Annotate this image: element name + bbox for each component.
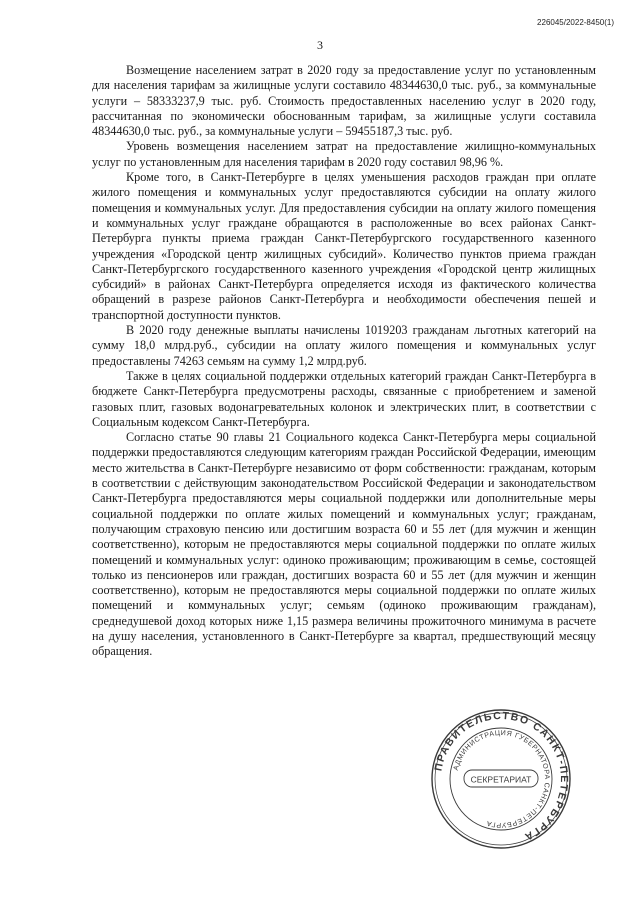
- paragraph-subsidies: Кроме того, в Санкт-Петербурге в целях уменьшения расходов граждан при оплате жилого помещения и коммунальных услуг предоставляются субсидии на оплату жилого помещения и коммунальных услуг. Для предоставления субсидии на оплату жилого помещения и коммунальных услуг граждане обращаются в расположенные во всех районах Санкт-Петербурга пункты приема граждан Санкт-Петербургского государственного казенного учреждения «Городской центр жилищных субсидий». Количество пунктов приема граждан Санкт-Петербургского государственного казенного учреждения «Городской центр жилищных субсидий» в районах Санкт-Петербурга определяется исходя из фактического количества обращений в разрезе районов Санкт-Петербурга и необходимости обеспечения пешей и транспортной доступности пунктов.: [92, 170, 596, 322]
- page-number: 3: [317, 38, 323, 52]
- paragraph-cash-payments: В 2020 году денежные выплаты начислены 1019203 гражданам льготных категорий на сумму 18,0 млрд.руб., субсидии на оплату жилого помещения и коммунальных услуг предоставлены 74263 семьям на сумму 1,2 млрд.руб.: [92, 323, 596, 368]
- seal-outer-text: ПРАВИТЕЛЬСТВО САНКТ-ПЕТЕРБУРГА: [432, 709, 571, 844]
- seal-center-text: СЕКРЕТАРИАТ: [470, 774, 532, 785]
- document-body: [92, 63, 596, 660]
- paragraph-housing-cost-recovery: Возмещение населением затрат в 2020 году за предоставление услуг по установленным для населения тарифам за жилищные услуги составило 48344630,0 тыс. руб., за коммунальные услуги – 58333237,9 тыс. руб. Стоимость предоставленных населению услуг в 2020 году, рассчитанная по экономически обоснованным тарифам, за жилищные услуги составила 48344630,0 тыс. руб., за коммунальные услуги – 59455187,3 тыс. руб.: [92, 63, 596, 139]
- official-seal: [430, 708, 572, 850]
- paragraph-recovery-level: Уровень возмещения населением затрат на предоставление жилищно-коммунальных услуг по установленным для населения тарифам в 2020 году составил 98,96 %.: [92, 139, 596, 169]
- document-id: 226045/2022-8450(1): [537, 18, 614, 27]
- paragraph-gas-stoves: Также в целях социальной поддержки отдельных категорий граждан Санкт-Петербурга в бюджете Санкт-Петербурга предусмотрены расходы, связанные с приобретением и заменой газовых плит, газовых водонагревательных колонок и электрических плит, в соответствии с Социальным кодексом Санкт-Петербурга.: [92, 368, 596, 429]
- paragraph-social-code: Согласно статье 90 главы 21 Социального кодекса Санкт-Петербурга меры социальной поддержки предоставляются следующим категориям граждан Российской Федерации, имеющим место жительства в Санкт-Петербурге независимо от форм собственности: гражданам, которым в соответствии с действующим законодательством Российской Федерации и законодательством Санкт-Петербурга предоставляются меры социальной поддержки или дополнительные меры социальной поддержки по оплате жилых помещений и коммунальных услуг; гражданам, получающим страховую пенсию или достигшим возраста 60 и 55 лет (для мужчин и женщин соответственно), которым не предоставляются меры социальной поддержки по оплате жилых помещений и коммунальных услуг: одиноко проживающим; проживающим в семье, состоящей только из пенсионеров или граждан, достигших возраста 60 и 55 лет (для мужчин и женщин соответственно), которым не предоставляются меры социальной поддержки по оплате жилых помещений и коммунальных услуг; семьям (одиноко проживающим гражданам), среднедушевой доход которых ниже 1,15 размера величины прожиточного минимума в расчете на душу населения, установленного в Санкт-Петербурге за квартал, предшествующий месяцу обращения.: [92, 430, 596, 659]
- seal-inner-text: АДМИНИСТРАЦИЯ ГУБЕРНАТОРА САНКТ-ПЕТЕРБУРГА: [452, 729, 551, 829]
